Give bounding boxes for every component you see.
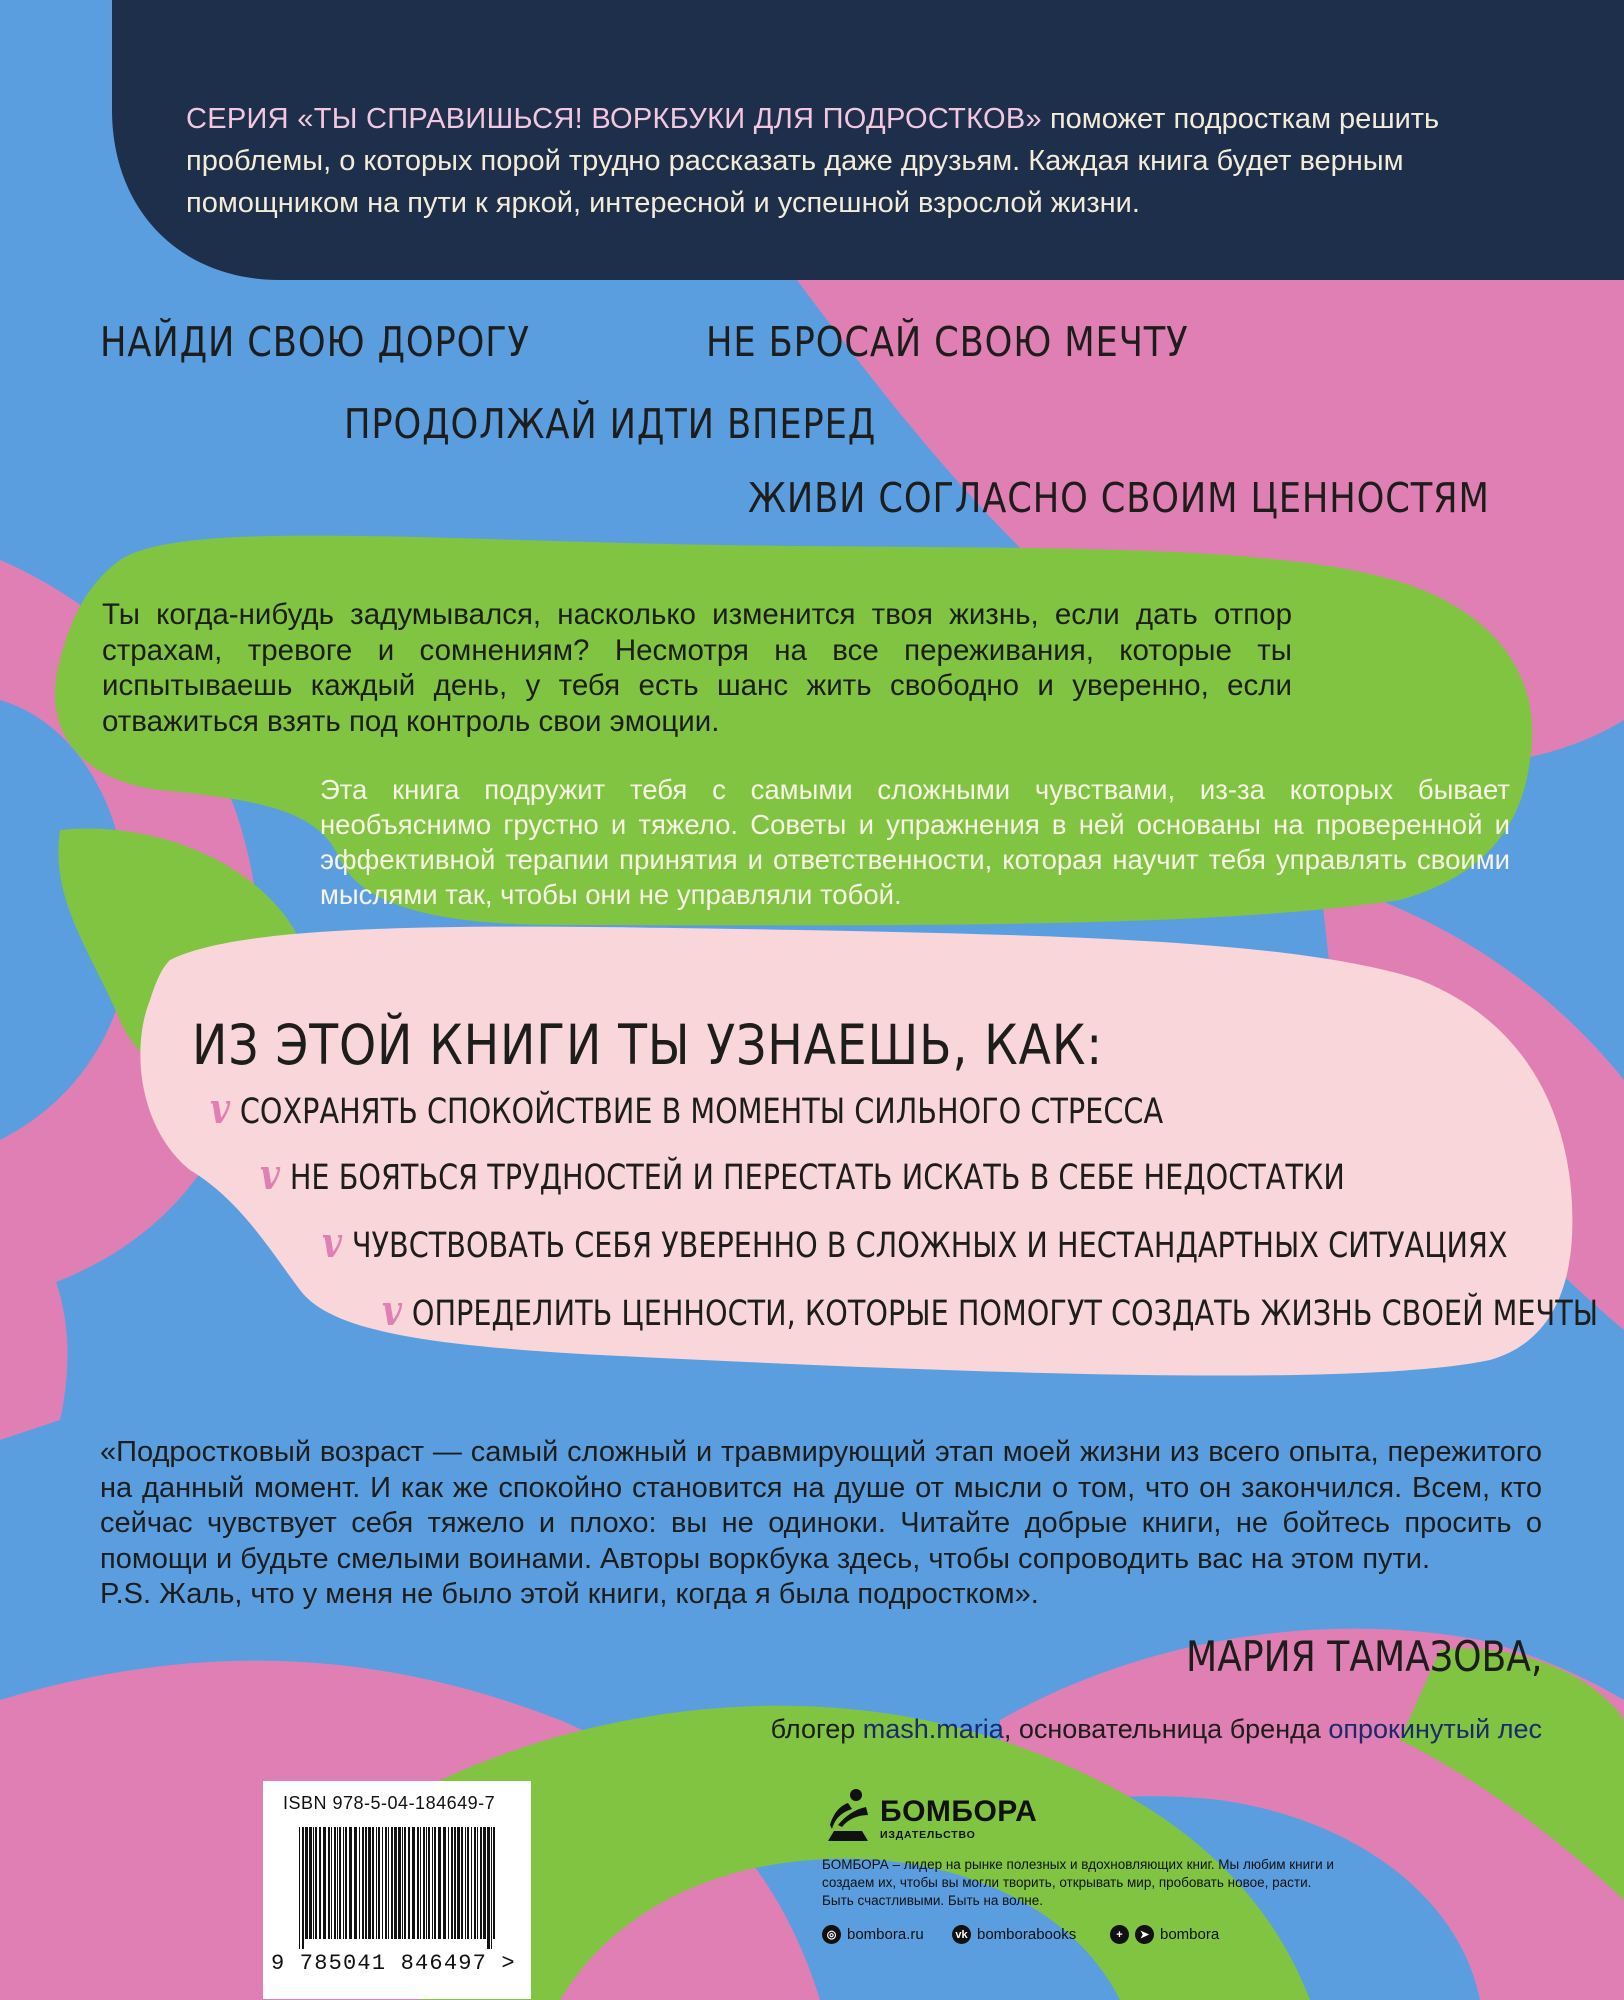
barcode-bar [388,1827,389,1939]
barcode-bar [474,1827,476,1939]
barcode-bar [423,1827,425,1939]
barcode-bar [302,1827,304,1949]
barcode-bar [451,1827,453,1939]
series-description [186,98,1566,224]
check-icon: v [210,1084,231,1133]
barcode-digits: 9 785041 846497 > [271,1951,516,1976]
publisher-description: БОМБОРА – лидер на рынке полезных и вдохновляющих книг. Мы любим книги и создаем их, чтобы вы могли творить, открывать мир, пробовать новое, расти. Быть счастливыми. Быть на волне. [822,1857,1334,1908]
barcode-bar [412,1827,415,1939]
barcode-bar [382,1827,383,1939]
learn-item-4 [382,1286,1598,1335]
check-icon: v [260,1150,281,1199]
bombora-logo-icon [822,1785,874,1845]
barcode-bar [394,1827,397,1939]
publisher-subtitle: ИЗДАТЕЛЬСТВО [880,1829,976,1841]
barcode-bar [426,1827,427,1939]
telegram-icon: ➤ [1135,1925,1154,1944]
barcode-bar [398,1827,401,1939]
barcode-bar [483,1827,486,1939]
series-title: СЕРИЯ «ТЫ СПРАВИШЬСЯ! ВОРКБУКИ ДЛЯ ПОДРОСТКОВ» [186,103,1042,135]
barcode-bar [365,1827,367,1939]
slogan-2: НЕ БРОСАЙ СВОЮ МЕЧТУ [706,318,1189,366]
barcode-panel [263,1781,531,1999]
barcode-bar [493,1827,495,1939]
barcode-bar [471,1827,472,1939]
barcode-bar [319,1827,321,1939]
vk-icon: vk [952,1925,971,1944]
brand-link: опрокинутый лес [1328,1714,1542,1744]
learn-item-text: ОПРЕДЕЛИТЬ ЦЕННОСТИ, КОТОРЫЕ ПОМОГУТ СОЗДАТЬ ЖИЗНЬ СВОЕЙ МЕЧТЫ [411,1294,1599,1334]
learn-item-text: НЕ БОЯТЬСЯ ТРУДНОСТЕЙ И ПЕРЕСТАТЬ ИСКАТЬ В СЕБЕ НЕДОСТАТКИ [289,1158,1345,1198]
check-icon: v [322,1218,343,1267]
barcode-bar [315,1827,317,1939]
barcode-bar [402,1827,403,1939]
barcode-bar [404,1827,406,1939]
slogan-3: ПРОДОЛЖАЙ ИДТИ ВПЕРЕД [344,400,877,448]
barcode-bar [339,1827,341,1939]
learn-item-text: СОХРАНЯТЬ СПОКОЙСТВИЕ В МОМЕНТЫ СИЛЬНОГО СТРЕССА [239,1092,1164,1132]
barcode-bar [454,1827,456,1939]
barcode-bar [354,1827,357,1939]
role-middle: , основательница бренда [1003,1714,1329,1744]
barcode-bar [420,1827,421,1939]
role-prefix: блогер [770,1714,863,1744]
testimonial-quote [100,1435,1542,1613]
quote-author: МАРИЯ ТАМАЗОВА, [1185,1632,1542,1681]
learn-item-text: ЧУВСТВОВАТЬ СЕБЯ УВЕРЕННО В СЛОЖНЫХ И НЕСТАНДАРТНЫХ СИТУАЦИЯХ [351,1226,1508,1266]
slogan-4: ЖИВИ СОГЛАСНО СВОИМ ЦЕННОСТЯМ [748,474,1490,522]
barcode-bar [343,1827,344,1939]
barcode-bar [467,1827,469,1939]
barcode-bar [372,1827,374,1939]
barcode-bar [305,1827,308,1939]
plus-icon: + [1110,1925,1129,1944]
isbn-label: ISBN 978-5-04-184649-7 [283,1793,496,1813]
barcode-bar [385,1827,387,1939]
learn-heading: ИЗ ЭТОЙ КНИГИ ТЫ УЗНАЕШЬ, КАК: [192,1013,1104,1077]
barcode-bar [331,1827,332,1939]
learn-item-2 [260,1150,1345,1199]
intro-paragraph-1: Ты когда-нибудь задумывался, насколько изменится твоя жизнь, если дать отпор страхам, тревоге и сомнениям? Несмотря на все переживания, которые ты испытываешь каждый день, у тебя есть шанс жить свободно и уверенно, если отважиться взять под контроль свои эмоции. [102,598,1292,738]
slogan-1: НАЙДИ СВОЮ ДОРОГУ [100,318,530,366]
globe-icon: ◎ [822,1925,841,1944]
barcode-bar [461,1827,463,1939]
intro-paragraph-2: Эта книга подружит тебя с самыми сложными чувствами, из-за которых бывает необъяснимо грустно и тяжело. Советы и упражнения в ней основаны на проверенной и эффективной терапии принятия и ответственности, которая научит тебя управлять своими мыслями так, чтобы они не управляли тобой. [320,774,1510,910]
barcode-bar [438,1827,441,1939]
social-website[interactable] [822,1925,924,1944]
learn-item-3 [322,1218,1508,1267]
social-label: bombora [1160,1926,1220,1943]
barcode-bar [378,1827,380,1939]
barcode-bar [309,1827,312,1939]
barcode-bar [480,1827,482,1939]
barcode-bar [428,1827,430,1939]
barcode-bar [491,1827,492,1949]
barcode-bar [457,1827,460,1939]
barcode-bar [465,1827,466,1939]
barcode-bar [376,1827,377,1939]
barcode-bar [368,1827,371,1939]
barcode-bar [443,1827,446,1939]
blog-link: mash.maria [862,1714,1004,1744]
barcode-bar [432,1827,433,1939]
barcode-bar [345,1827,347,1939]
learn-item-1 [210,1084,1163,1133]
barcode-bar [334,1827,336,1939]
barcode-bar [349,1827,352,1939]
social-telegram[interactable] [1110,1925,1219,1944]
quote-ps: P.S. Жаль, что у меня не было этой книги, когда я была подростком». [100,1578,1039,1610]
check-icon: v [382,1286,403,1335]
barcode-bar [487,1827,490,1949]
barcode-bar [313,1827,314,1939]
social-vk[interactable] [952,1925,1076,1944]
barcode-bar [408,1827,410,1939]
publisher-name: БОМБОРА [880,1795,1038,1828]
barcode-bar [434,1827,436,1939]
barcode-bar [337,1827,338,1939]
barcode-bar [299,1827,300,1949]
barcode-bar [359,1827,360,1939]
barcode-bars [299,1827,499,1949]
social-label: bombora.ru [847,1926,924,1943]
barcode-bar [448,1827,449,1939]
barcode-bar [328,1827,330,1939]
barcode-bar [391,1827,393,1939]
barcode-bar [417,1827,419,1939]
quote-text: «Подростковый возраст — самый сложный и травмирующий этап моей жизни из всего опыта, пережитого на данный момент. И как же спокойно становится на душе от мысли о том, что он закончился. Всем, кто сейчас чувствует себя тяжело и плохо: вы не одиноки. Читайте добрые книги, не бойтесь просить о помощи и будьте смелыми воинами. Авторы воркбука здесь, чтобы сопроводить вас на этом пути. [100,1436,1542,1575]
barcode-bar [477,1827,478,1939]
barcode-bar [323,1827,326,1939]
series-text: поможет подросткам решить проблемы, о которых порой трудно рассказать даже друзьям. Каждая книга будет верным помощником на пути к яркой, интересной и успешной взрослой жизни. [186,103,1440,219]
barcode-bar [362,1827,364,1939]
quote-author-role [771,1714,1542,1745]
social-label: bomborabooks [977,1926,1077,1943]
